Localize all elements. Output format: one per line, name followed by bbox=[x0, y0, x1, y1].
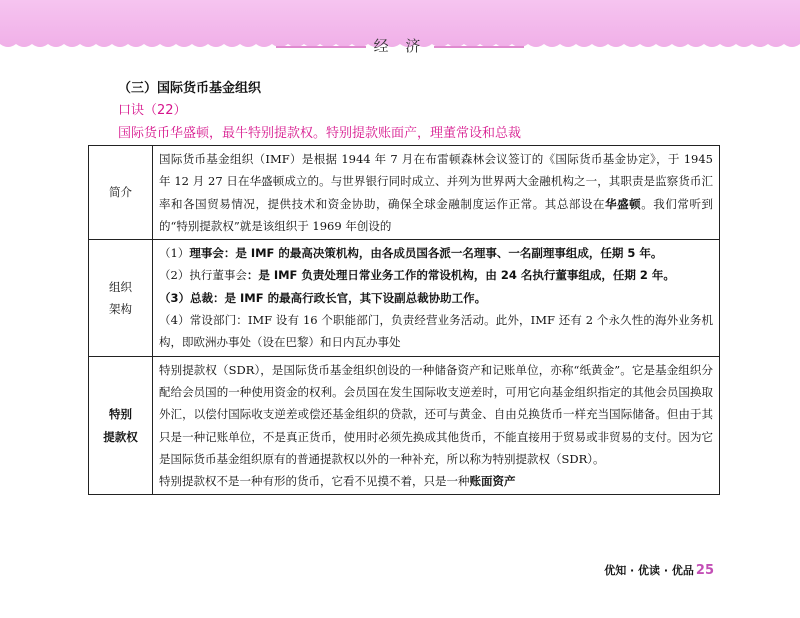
mnemonic-text: 国际货币华盛顿，最牛特别提款权。特别提款账面产，理董常设和总裁 bbox=[118, 126, 522, 141]
table-row-intro bbox=[89, 146, 720, 240]
structure-item-text: ：是 IMF 的最高决策机构，由各成员国各派一名理事、一名副理事组成，任期 5 年。 bbox=[223, 246, 663, 261]
sdr-paragraph: 特别提款权（SDR），是国际货币基金组织创设的一种储备资产和记账单位，亦称“纸黄金”。它是基金组织分配给会员国的一种使用资金的权利。会员国在发生国际收支逆差时，可用它向基金组织指定的其他会员国换取外汇，以偿付国际收支逆差或偿还基金组织的贷款，还可与黄金、自由兑换货币一样充当国际储备。但由于其只是一种记账单位，不是真正货币，使用时必须先换成其他货币，不能直接用于贸易或非贸易的支付。因为它是国际货币基金组织原有的普通提款权以外的一种补充，所以称为特别提款权（SDR）。 bbox=[159, 362, 713, 466]
intro-text-b: 。我们常听到的“特别提款权”就是该组织于 1969 年创设的 bbox=[159, 196, 714, 233]
structure-item-label: 常设部门 bbox=[189, 313, 237, 328]
row-body-sdr bbox=[153, 356, 720, 495]
structure-item: （1）理事会：是 IMF 的最高决策机构，由各成员国各派一名理事、一名副理事组成，任期 5 年。 bbox=[159, 246, 663, 261]
structure-item: （3）总裁：是 IMF 的最高行政长官，其下设副总裁协助工作。 bbox=[159, 290, 487, 305]
page-footer bbox=[604, 562, 714, 578]
structure-item-label: 执行董事会 bbox=[189, 268, 247, 283]
row-head-intro: 简介 bbox=[89, 146, 153, 240]
structure-item-text: ：是 IMF 负责处理日常业务工作的常设机构，由 24 名执行董事组成，任期 2 年。 bbox=[246, 268, 675, 283]
structure-item: （4）常设部门：IMF 设有 16 个职能部门，负责经营业务活动。此外，IMF 还有 2 个永久性的海外业务机构，即欧洲办事处（设在巴黎）和日内瓦办事处 bbox=[159, 313, 713, 350]
table-row-sdr bbox=[89, 356, 720, 495]
page-number: 25 bbox=[695, 563, 714, 578]
row-body-intro bbox=[153, 146, 720, 240]
structure-item-label: 理事会 bbox=[189, 246, 224, 261]
imf-info-table bbox=[88, 145, 720, 495]
structure-item: （2）执行董事会：是 IMF 负责处理日常业务工作的常设机构，由 24 名执行董事组成，任期 2 年。 bbox=[159, 268, 675, 283]
structure-head-line2: 架构 bbox=[109, 301, 132, 316]
intro-text-bold: 华盛顿 bbox=[605, 196, 642, 211]
structure-head-line1: 组织 bbox=[109, 279, 132, 294]
chapter-title: 经 济 bbox=[373, 37, 427, 55]
sdr-last-line: 特别提款权不是一种有形的货币，它看不见摸不着，只是一种账面资产 bbox=[159, 474, 516, 489]
sdr-head-line1: 特别 bbox=[109, 407, 132, 422]
table-row-structure bbox=[89, 240, 720, 356]
row-body-structure bbox=[153, 240, 720, 356]
structure-item-text: ：IMF 设有 16 个职能部门，负责经营业务活动。此外，IMF 还有 2 个永久性的海外业务机构，即欧洲办事处（设在巴黎）和日内瓦办事处 bbox=[159, 313, 713, 350]
row-head-sdr bbox=[89, 356, 153, 495]
section-title: （三）国际货币基金组织 bbox=[118, 81, 262, 96]
intro-text-a: 国际货币基金组织（IMF）是根据 1944 年 7 月在布雷顿森林会议签订的《国际货币基金协定》，于 1945 年 12 月 27 日在华盛顿成立的。与世界银行同时成立、并列为世界两大金融机构之一，其职责是监察货币汇率和各国贸易情况，提供技术和资金协助，确保全球金融制度运作正常。其总部设在 bbox=[159, 152, 713, 211]
row-head-structure bbox=[89, 240, 153, 356]
mnemonic-label: 口诀（22） bbox=[118, 103, 187, 118]
footer-slogan: 优知 · 优读 · 优品 bbox=[604, 564, 694, 577]
sdr-last-bold: 账面资产 bbox=[469, 474, 516, 489]
structure-item-label: 总裁 bbox=[190, 290, 214, 305]
sdr-head-line2: 提款权 bbox=[103, 429, 138, 444]
structure-item-text: ：是 IMF 的最高行政长官，其下设副总裁协助工作。 bbox=[213, 290, 487, 305]
